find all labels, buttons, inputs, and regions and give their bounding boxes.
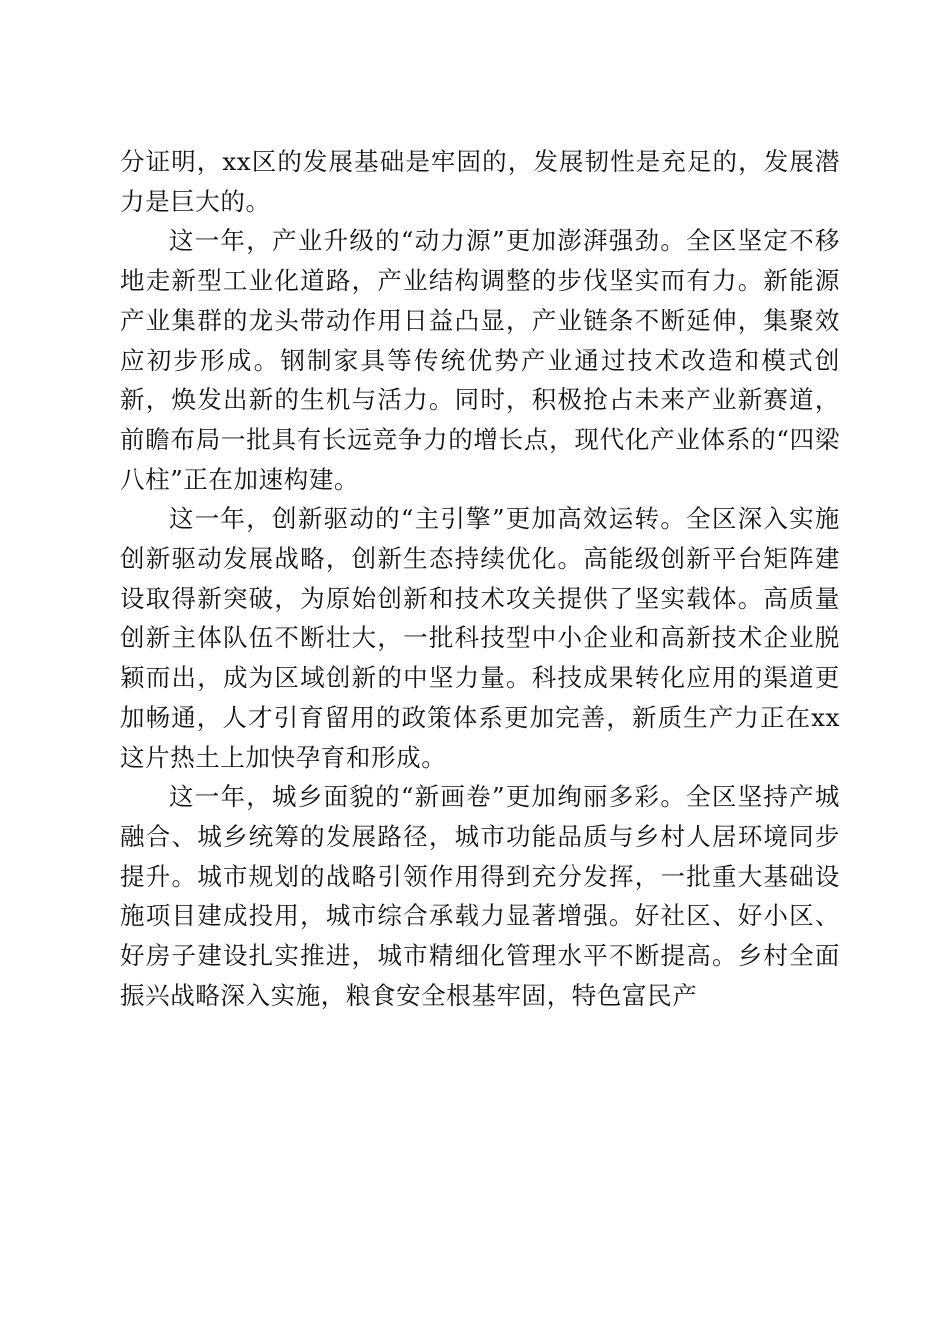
paragraph-industrial-upgrade: 这一年，产业升级的“动力源”更加澎湃强劲。全区坚定不移地走新型工业化道路，产业结构调整的步伐坚实而有力。新能源产业集群的龙头带动作用日益凸显，产业链条不断延伸，集聚效应初步形成。钢制家具等传统优势产业通过技术改造和模式创新，焕发出新的生机与活力。同时，积极抢占未来产业新赛道，前瞻布局一批具有长远竞争力的增长点，现代化产业体系的“四梁八柱”正在加速构建。 <box>120 226 840 494</box>
paragraph-urban-rural: 这一年，城乡面貌的“新画卷”更加绚丽多彩。全区坚持产城融合、城乡统筹的发展路径，城市功能品质与乡村人居环境同步提升。城市规划的战略引领作用得到充分发挥，一批重大基础设施项目建成投用，城市综合承载力显著增强。好社区、好小区、好房子建设扎实推进，城市精细化管理水平不断提高。乡村全面振兴战略深入实施，粮食安全根基牢固，特色富民产 <box>120 782 840 1010</box>
paragraph-continuation: 分证明，xx区的发展基础是牢固的，发展韧性是充足的，发展潜力是巨大的。 <box>120 147 840 216</box>
paragraph-innovation-drive: 这一年，创新驱动的“主引擎”更加高效运转。全区深入实施创新驱动发展战略，创新生态持续优化。高能级创新平台矩阵建设取得新突破，为原始创新和技术攻关提供了坚实载体。高质量创新主体队伍不断壮大，一批科技型中小企业和高新技术企业脱颖而出，成为区域创新的中坚力量。科技成果转化应用的渠道更加畅通，人才引育留用的政策体系更加完善，新质生产力正在xx这片热土上加快孕育和形成。 <box>120 504 840 772</box>
document-body <box>120 142 840 1015</box>
